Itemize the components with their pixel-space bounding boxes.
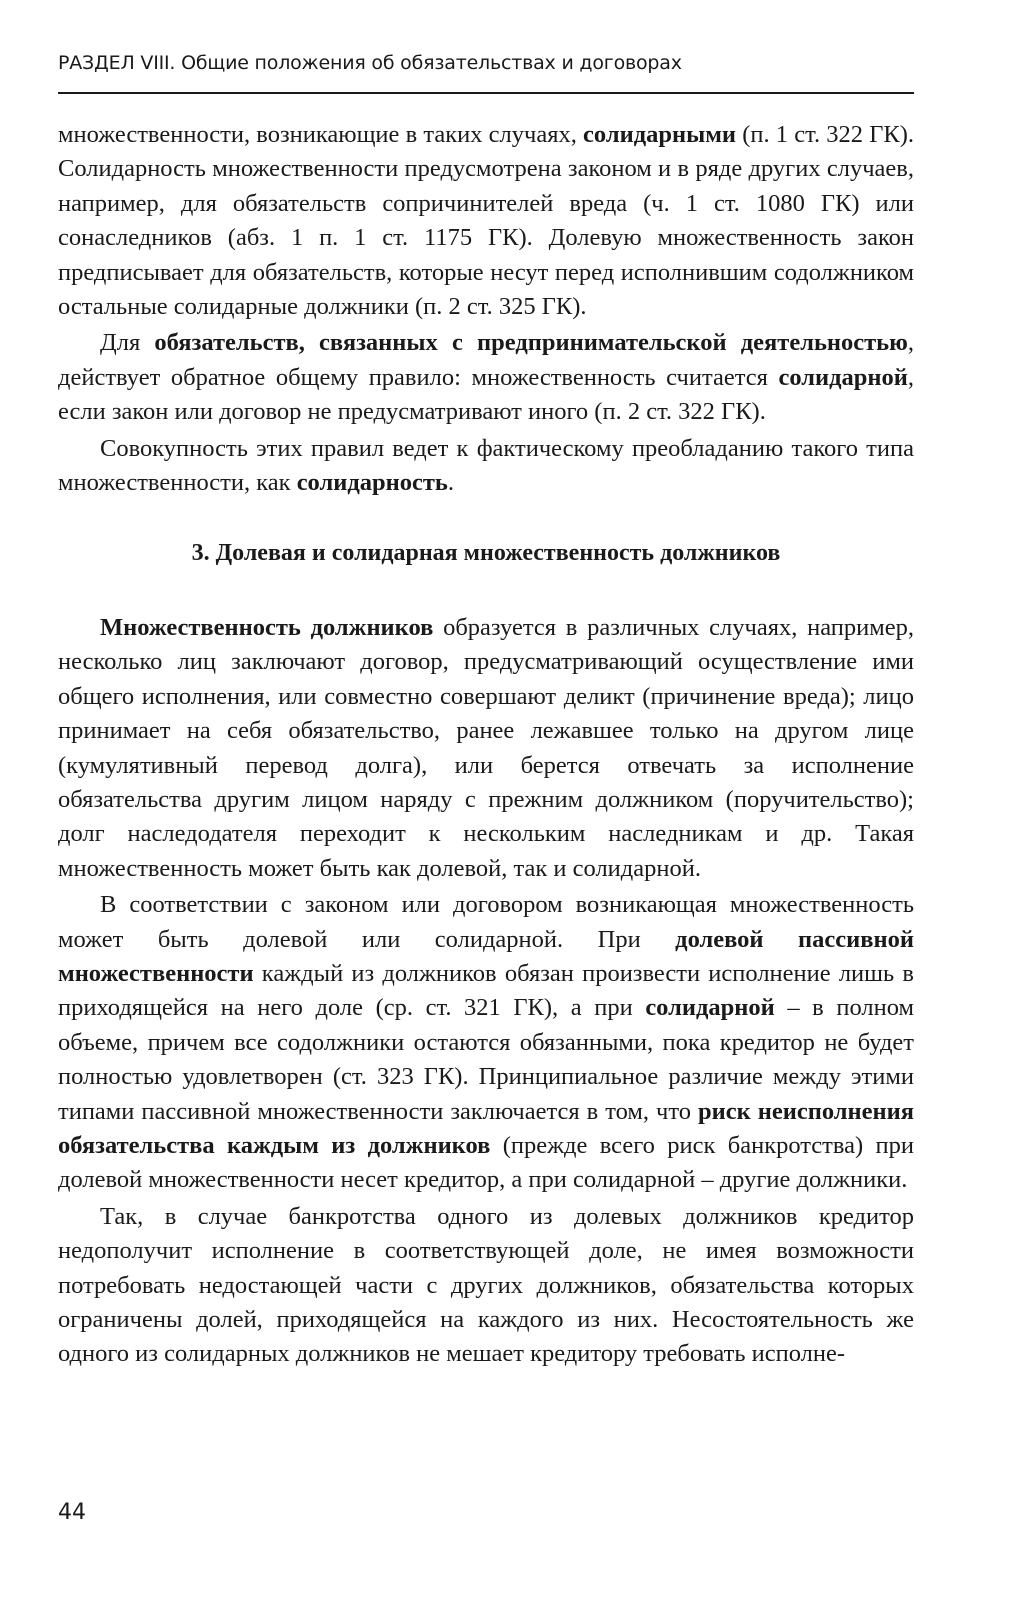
section-heading (58, 536, 914, 570)
text-run: (прежде всего риск банкротства) при долевой множественности несет кредитор, а при солидарной – другие должники. (58, 1131, 914, 1194)
bold-term: риск неисполнения обязательства каждым из должников (58, 1097, 914, 1159)
paragraph (58, 888, 914, 1198)
body-text (58, 118, 914, 1372)
bold-term: Множественность должников (100, 613, 434, 641)
header-rule (58, 92, 914, 94)
text-run: – в полном объеме, причем все содолжники остаются обязанными, пока кредитор не будет полностью удовлетворен (ст. 323 ГК). Принципиальное различие между этими типами пассивной множественности заключается в том, что (58, 994, 914, 1125)
paragraph (58, 326, 914, 429)
text-run: (п. 1 ст. 322 ГК). Солидарность множественности предусмотрена законом и в ряде других случаев, например, для обязательств сопричинителей вреда (ч. 1 ст. 1080 ГК) или сонаследников (абз. 1 п. 1 ст. 1175 ГК). Долевую множественность закон предписывает для обязательств, которые несут перед исполнившим содолжником остальные солидарные должники (п. 2 ст. 325 ГК). (58, 121, 914, 321)
text-run: Так, в случае банкротства одного из долевых должников кредитор недополучит исполнение в соответствующей доле, не имея возможности потребовать недостающей части с других должников, обязательства которых ограничены долей, приходящейся на каждого из них. Несостоятельность же одного из солидарных должников не мешает кредитору требовать исполне- (58, 1202, 914, 1368)
text-run: , действует обратное общему правило: множественность считается (58, 329, 914, 391)
paragraph (58, 118, 914, 324)
text-run: каждый из должников обязан произвести исполнение лишь в приходящейся на него доле (ср. ст. 321 ГК), а при (58, 959, 914, 1022)
text-run: Для (100, 329, 155, 357)
running-header: РАЗДЕЛ VIII. Общие положения об обязательствах и договорах (58, 52, 682, 74)
bold-term: обязательств, связанных с предпринимательской деятельностью (154, 329, 908, 357)
text-run: В соответствии с законом или договором возникающая множественность может быть долевой или солидарной. При (58, 891, 914, 953)
paragraph (58, 611, 914, 886)
text-run: , если закон или договор не предусматривают иного (п. 2 ст. 322 ГК). (58, 363, 914, 426)
bold-term: долевой пассивной множественности (58, 925, 914, 987)
paragraph (58, 1200, 914, 1372)
bold-term: солидарность (296, 469, 448, 497)
bold-term: 3. Долевая и солидарная множественность должников (191, 540, 781, 567)
bold-term: солидарными (583, 121, 737, 148)
text-run: образуется в различных случаях, например, несколько лиц заключают договор, предусматривающий осуществление ими общего исполнения, или совместно совершают деликт (причинение вреда); лицо принимает на себя обязательство, ранее лежавшее только на другом лице (кумулятивный перевод долга), или берется отвечать за исполнение обязательства другим лицом наряду с прежним должником (поручительство); долг наследодателя переходит к нескольким наследникам и др. Такая множественность может быть как долевой, так и солидарной. (58, 613, 914, 882)
bold-term: солидарной (645, 994, 775, 1022)
page-number: 44 (58, 1500, 86, 1525)
paragraph (58, 432, 914, 501)
text-run: . (447, 469, 454, 497)
book-page (58, 0, 914, 1600)
bold-term: солидарной (778, 363, 908, 391)
text-run: множественности, возникающие в таких случаях, (58, 121, 584, 148)
text-run: Совокупность этих правил ведет к фактическому преобладанию такого типа множественности, как (58, 434, 914, 497)
